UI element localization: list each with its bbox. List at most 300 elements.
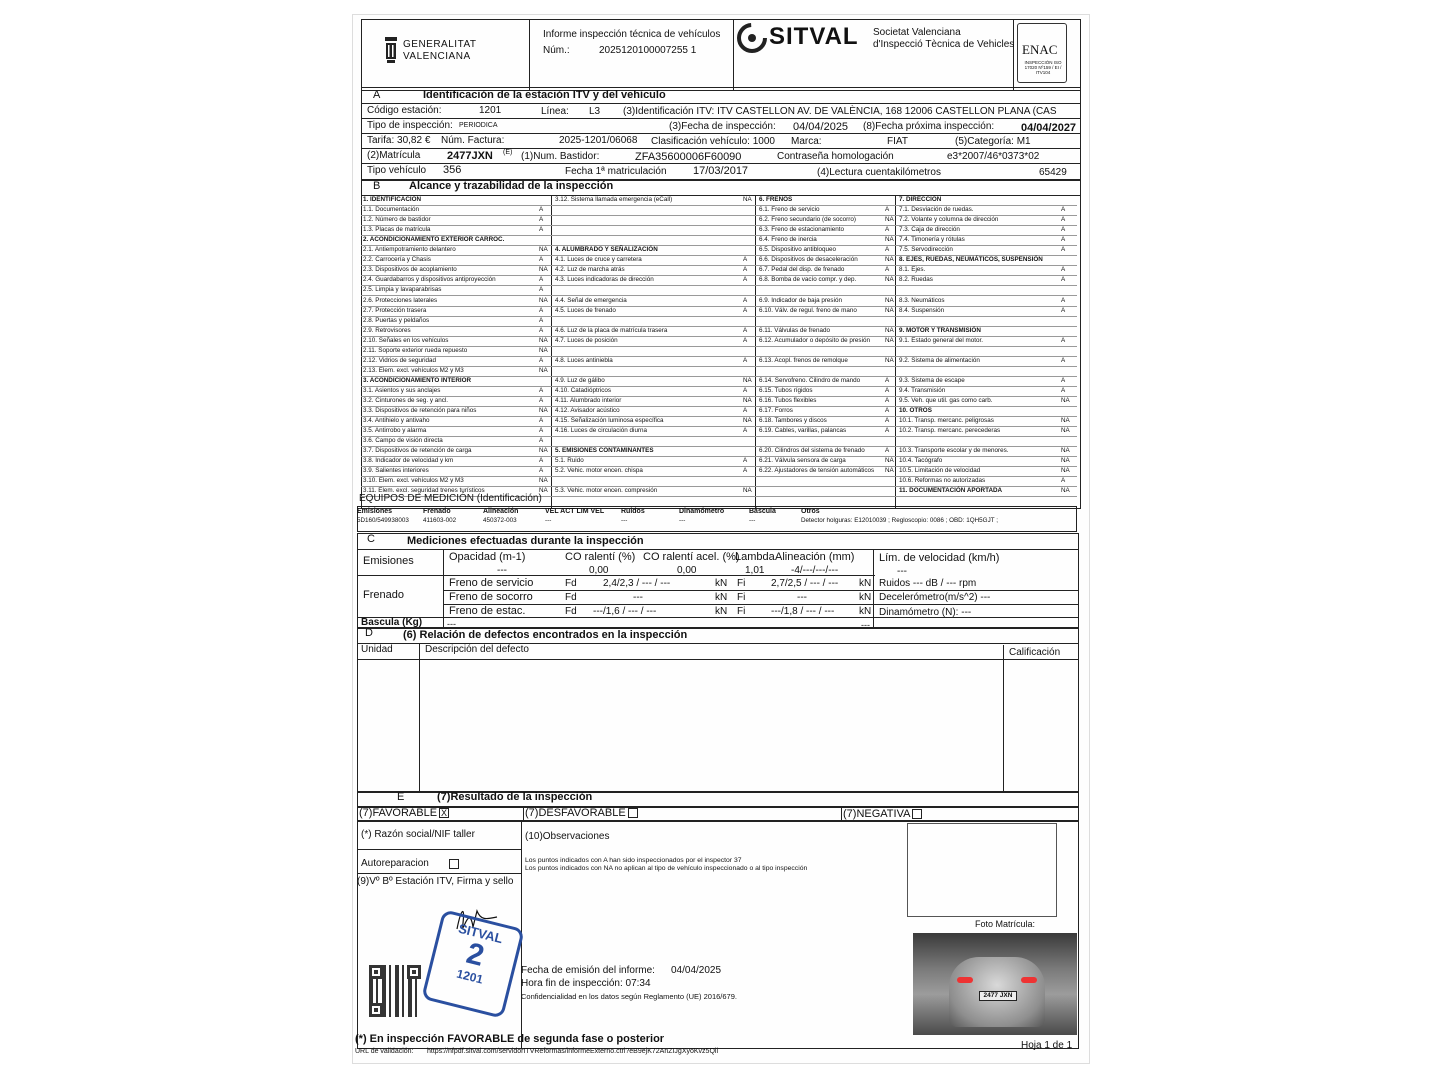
checklist-status: A <box>539 397 544 404</box>
checklist-item: 4.4. Señal de emergencia <box>555 296 627 304</box>
checklist-item: 2.5. Limpia y lavaparabrisas <box>363 286 442 294</box>
equipo-value: Detector holguras: E12010039 ; Regloscopio: 0086 ; OBD: 1QH5GJT ; <box>801 517 998 524</box>
checklist-item: 1.3. Placas de matrícula <box>363 226 431 234</box>
fest-fd: ---/1,6 / --- / --- <box>593 606 657 617</box>
checklist-item: 1. IDENTIFICACIÓN <box>363 196 422 203</box>
checklist-item: 3.1. Asientos y sus anclajes <box>363 386 441 394</box>
sitval-brand: SITVAL <box>769 23 859 50</box>
sec-d-letter: D <box>365 627 373 639</box>
co-ralenti-label: CO ralentí (%) <box>565 551 636 563</box>
checklist-status: A <box>1061 376 1066 384</box>
fsoc-fd: --- <box>633 592 643 603</box>
checklist-status: NA <box>1061 487 1070 495</box>
checklist-item: 6.1. Freno de servicio <box>759 206 820 214</box>
checklist-item: 3.3. Dispositivos de retención para niños <box>363 407 477 415</box>
ident-itv: (3)Identificación ITV: ITV CASTELLON AV. DE VALÈNCIA, 168 12006 CASTELLON PLANA (CAS <box>623 106 1057 117</box>
checklist-status: A <box>539 326 544 334</box>
checklist-status: A <box>539 216 544 224</box>
fs-fd-unit: kN <box>715 578 728 589</box>
equipo-value: --- <box>749 517 756 524</box>
checklist-item: 3.6. Campo de visión directa <box>363 437 443 445</box>
fecha-value: 04/04/2025 <box>793 121 849 133</box>
stamp-line1: SITVAL <box>456 920 505 947</box>
checklist-status: NA <box>539 266 548 274</box>
checklist-item: 6.18. Tambores y discos <box>759 417 827 425</box>
photo-plate: 2477 JXN <box>979 991 1017 1001</box>
report-title: Informe inspección técnica de vehículos <box>543 29 721 40</box>
equipo-label: Ruidos <box>621 508 645 515</box>
factura-label: Núm. Factura: <box>441 135 505 146</box>
checklist-status: NA <box>885 457 894 465</box>
limvel-value: --- <box>897 566 907 577</box>
checklist-item: 9.3. Sistema de escape <box>899 376 965 384</box>
razon-social: (*) Razón social/NIF taller <box>361 829 475 840</box>
linea-label: Línea: <box>541 106 569 117</box>
tail-light-left <box>957 977 973 983</box>
alineacion-label: Alineación (mm) <box>775 551 855 563</box>
checklist-status: A <box>539 286 544 294</box>
checklist-item: 9.4. Transmisión <box>899 386 946 394</box>
sec-e-title: (7)Resultado de la inspección <box>437 791 593 803</box>
co-acel-value: 0,00 <box>677 565 697 576</box>
sec-d-title: (6) Relación de defectos encontrados en la inspección <box>403 629 688 641</box>
co-acel-label: CO ralentí acel. (%) <box>643 551 740 563</box>
lambda-label: Lambda <box>735 551 775 563</box>
checklist-item: 4.16. Luces de circulación diurna <box>555 427 648 435</box>
checklist-item: 6.14. Servofreno. Cilindro de mando <box>759 376 861 384</box>
confidencialidad: Confidencialidad en los datos según Reglamento (UE) 2016/679. <box>521 992 737 1001</box>
checklist-status: A <box>743 467 748 475</box>
bascula-extra: --- <box>861 620 870 630</box>
checklist-status: NA <box>743 487 752 495</box>
checklist-item: 10.5. Limitación de velocidad <box>899 467 981 475</box>
checklist-status: NA <box>885 356 894 364</box>
checklist-item: 4.6. Luz de la placa de matrícula trasera <box>555 326 668 334</box>
checklist-item: 2.2. Carrocería y Chasis <box>363 256 431 264</box>
tipo-value: PERIODICA <box>459 122 498 129</box>
equipo-label: Otros <box>801 508 820 515</box>
checklist-status: A <box>885 206 890 214</box>
stamp-line2: 2 <box>463 936 488 973</box>
checklist-item: 7.1. Desviación de ruedas. <box>899 206 974 214</box>
negativa-checkbox[interactable] <box>912 809 922 819</box>
checklist-item: 6.15. Tubos rígidos <box>759 386 813 394</box>
checklist-status: A <box>1061 356 1066 364</box>
checklist-status: NA <box>885 236 894 244</box>
url-label: URL de validación: <box>355 1048 414 1055</box>
checklist-item: 2.12. Vidrios de seguridad <box>363 356 437 364</box>
result-favorable[interactable] <box>359 807 449 819</box>
fs-fd-label: Fd <box>565 578 577 589</box>
checklist-status: A <box>743 326 748 334</box>
checklist-status: NA <box>1061 397 1070 404</box>
checklist-item: 9. MOTOR Y TRANSMISIÓN <box>899 326 981 334</box>
checklist-status: NA <box>885 276 894 284</box>
checklist-item: 8.3. Neumáticos <box>899 296 945 304</box>
checklist-status: A <box>539 467 544 475</box>
checklist-item: 3.12. Sistema llamada emergencia (eCall) <box>555 196 673 203</box>
checklist-status: NA <box>743 417 752 425</box>
checklist-item: 6.19. Cables, varillas, palancas <box>759 427 847 435</box>
checklist-status: NA <box>539 487 548 495</box>
sec-a-title: Identificación de la estación ITV y del vehículo <box>423 89 666 101</box>
fmat-value: 17/03/2017 <box>693 165 749 177</box>
checklist-status: A <box>885 386 890 394</box>
checklist-status: A <box>539 417 544 425</box>
matricula-label: (2)Matrícula <box>367 150 421 161</box>
observaciones-label: (10)Observaciones <box>525 831 610 842</box>
checklist-item: 4.11. Alumbrado interior <box>555 397 622 404</box>
validation-url[interactable]: https://nfpdf.sitval.com/servidorITVReformas/informeExterno.ctrl?eB9ejK72AnZIJgXyoKvz5Qii <box>427 1048 719 1055</box>
calificacion-header: Calificación <box>1009 647 1061 658</box>
stamp-line3: 1201 <box>455 966 485 987</box>
sec-c-title: Mediciones efectuadas durante la inspección <box>407 535 644 547</box>
checklist-item: 6.11. Válvulas de frenado <box>759 326 830 334</box>
co-ralenti-value: 0,00 <box>589 565 609 576</box>
equipo-value: --- <box>621 517 628 524</box>
checklist-status: A <box>539 306 544 314</box>
checklist-item: 6.5. Dispositivo antibloqueo <box>759 246 837 254</box>
gv-line1: GENERALITAT <box>403 39 477 50</box>
equipo-label: Báscula <box>749 508 776 515</box>
checklist-item: 6. FRENOS <box>759 196 793 203</box>
fest-fd-label: Fd <box>565 606 577 617</box>
checklist-status: NA <box>885 256 894 264</box>
checklist-item: 6.20. Cilindros del sistema de frenado <box>759 447 865 455</box>
checklist-status: NA <box>1061 457 1070 465</box>
checklist-item: 7.3. Caja de dirección <box>899 226 960 234</box>
linea-value: L3 <box>589 106 601 117</box>
fecha-label: (3)Fecha de inspección: <box>669 121 776 132</box>
checklist-item: 6.2. Freno secundario (de socorro) <box>759 216 856 224</box>
checklist-item: 3.4. Antihielo y antivaho <box>363 417 430 425</box>
checklist-item: 8.1. Ejes. <box>899 266 926 274</box>
checklist-status: NA <box>743 397 752 404</box>
fs-fd: 2,4/2,3 / --- / --- <box>603 578 671 589</box>
checklist-item: 3.9. Salientes interiores <box>363 467 429 475</box>
checklist-item: 6.21. Válvula sensora de carga <box>759 457 846 465</box>
checklist-item: 2. ACONDICIONAMIENTO EXTERIOR CARROC. <box>363 236 505 244</box>
checklist-item: 4.1. Luces de cruce y carretera <box>555 256 642 264</box>
checklist-status: NA <box>743 376 752 384</box>
checklist-item: 4.5. Luces de frenado <box>555 306 616 314</box>
equipo-value: --- <box>679 517 686 524</box>
checklist-status: A <box>1061 306 1066 314</box>
checklist-status: A <box>885 397 890 404</box>
checklist-status: A <box>539 427 544 435</box>
checklist-status: A <box>539 437 544 445</box>
checklist-item: 2.11. Soporte exterior rueda repuesto <box>363 346 468 354</box>
checklist-item: 4.12. Avisador acústico <box>555 407 620 415</box>
checklist-status: A <box>539 256 544 264</box>
obs-line2: Los puntos indicados con NA no aplican al tipo de vehículo inspeccionado o al tipo inspección <box>525 865 808 872</box>
equipo-label: Frenado <box>423 508 451 515</box>
sec-b-letter: B <box>373 180 381 192</box>
bascula-label: Bascula (Kg) <box>361 617 423 628</box>
opacidad-label: Opacidad (m-1) <box>449 551 526 563</box>
sitval-sub2: d'Inspecció Tècnica de Vehicles <box>873 39 1015 50</box>
checklist-item: 3.7. Dispositivos de retención de carga <box>363 447 472 455</box>
fs-fi: 2,7/2,5 / --- / --- <box>771 578 839 589</box>
desfavorable-checkbox[interactable] <box>628 808 638 818</box>
checklist-item: 6.12. Acumulador o depósito de presión <box>759 336 870 344</box>
matricula-sup: (E) <box>503 149 513 156</box>
checklist-status: NA <box>885 296 894 304</box>
checklist-item: 4.10. Catadióptricos <box>555 386 612 394</box>
equipo-value: 5D160/549938003 <box>357 517 409 524</box>
checklist-item: 2.4. Guardabarros y dispositivos antiproyección <box>363 276 496 284</box>
enac-small: INSPECCIÓN ISO 17020 Nº159 / EI / ITV104 <box>1024 60 1062 75</box>
report-num-label: Núm.: <box>543 45 570 56</box>
desfavorable-label: (7)DESFAVORABLE <box>525 807 626 819</box>
checklist-status: NA <box>1061 427 1070 435</box>
vobo-label: (9)Vº Bº Estación ITV, Firma y sello <box>357 876 514 887</box>
checklist-status: NA <box>885 467 894 475</box>
fs-fi-unit: kN <box>859 578 872 589</box>
report-num-value: 2025120100007255 1 <box>599 45 697 56</box>
checklist-status: A <box>1061 216 1066 224</box>
checklist-item: 4.8. Luces antiniebla <box>555 356 613 364</box>
checklist-status: NA <box>539 246 548 254</box>
negativa-label: (7)NEGATIVA <box>843 808 911 820</box>
proxima-label: (8)Fecha próxima inspección: <box>863 121 995 132</box>
page-number: Hoja 1 de 1 <box>1021 1040 1073 1051</box>
checklist-status: NA <box>743 196 752 203</box>
fest-fi: ---/1,8 / --- / --- <box>771 606 835 617</box>
contrasena-label: Contraseña homologación <box>777 151 894 162</box>
checklist-item: 2.8. Puertas y peldaños <box>363 316 430 324</box>
unidad-header: Unidad <box>361 644 393 655</box>
sec-e-letter: E <box>397 791 405 803</box>
plate-photo <box>913 933 1077 1035</box>
tarifa: Tarifa: 30,82 € <box>367 135 431 146</box>
dinamometro-value: Dinamómetro (N): --- <box>879 607 972 618</box>
fsoc-fd-label: Fd <box>565 592 577 603</box>
enac-badge <box>1017 23 1067 83</box>
checklist-item: 6.3. Freno de estacionamiento <box>759 226 845 234</box>
footer-note: (*) En inspección FAVORABLE de segunda fase o posterior <box>355 1033 665 1045</box>
proxima-value: 04/04/2027 <box>1021 122 1077 134</box>
checklist-status: NA <box>885 216 894 224</box>
equipo-value: 411603-002 <box>423 517 457 524</box>
equipo-label: Emisiones <box>357 508 393 515</box>
sec-c-letter: C <box>367 533 375 545</box>
checklist-item: 2.13. Elem. excl. vehículos M2 y M3 <box>363 366 464 374</box>
limvel-label: Lím. de velocidad (km/h) <box>879 552 1000 564</box>
marca-value: FIAT <box>887 136 908 147</box>
autoreparacion-checkbox[interactable] <box>449 859 459 869</box>
categoria: (5)Categoría: M1 <box>955 136 1031 147</box>
lambda-value: 1,01 <box>745 565 765 576</box>
checklist-status: NA <box>885 326 894 334</box>
tipo-label: Tipo de inspección: <box>367 120 453 131</box>
fsoc-fi: --- <box>797 592 807 603</box>
checklist-status: A <box>1061 246 1066 254</box>
checklist-item: 3.5. Antirrobo y alarma <box>363 427 427 435</box>
checklist-status: NA <box>539 346 548 354</box>
checklist-status: A <box>885 417 890 425</box>
result-negativa[interactable] <box>843 808 922 820</box>
fsoc-fi-unit: kN <box>859 592 872 603</box>
sec-b-title: Alcance y trazabilidad de la inspección <box>409 180 614 192</box>
bastidor-value: ZFA35600006F60090 <box>635 151 742 163</box>
emision-label: Fecha de emisión del informe: <box>521 965 655 976</box>
checklist-status: A <box>1061 226 1066 234</box>
checklist-status: A <box>885 447 890 455</box>
checklist-status: NA <box>539 336 548 344</box>
checklist-item: 7.4. Timonería y rótulas <box>899 236 965 244</box>
checklist-status: A <box>1061 336 1066 344</box>
equipo-label: VEL ACT LIM VEL <box>545 508 605 515</box>
checklist-status: A <box>885 407 890 415</box>
checklist-status: A <box>539 457 544 465</box>
emision-value: 04/04/2025 <box>671 965 722 976</box>
checklist-status: A <box>743 457 748 465</box>
checklist-item: 5. EMISIONES CONTAMINANTES <box>555 447 654 455</box>
checklist-item: 4.3. Luces indicadoras de dirección <box>555 276 654 284</box>
checklist-item: 6.7. Pedal del disp. de frenado <box>759 266 845 274</box>
checklist-item: 5.2. Vehic. motor encen. chispa <box>555 467 643 475</box>
checklist-item: 3.11. Elem. excl. seguridad trenes turísticos <box>363 487 485 495</box>
checklist-item: 2.10. Señales en los vehículos <box>363 336 449 344</box>
checklist-status: A <box>743 276 748 284</box>
fsoc-label: Freno de socorro <box>449 591 533 603</box>
checklist-item: 8.2. Ruedas <box>899 276 933 284</box>
checklist-item: 6.13. Acopl. frenos de remolque <box>759 356 848 364</box>
checklist-status: A <box>1061 206 1066 214</box>
marca-label: Marca: <box>791 136 822 147</box>
tipoveh-value: 356 <box>443 164 462 176</box>
checklist-status: NA <box>539 366 548 374</box>
checklist-status: A <box>885 376 890 384</box>
checklist-status: A <box>743 356 748 364</box>
checklist-status: A <box>539 206 544 214</box>
tail-light-right <box>1021 977 1037 983</box>
factura-value: 2025-1201/06068 <box>559 135 638 146</box>
checklist-status: A <box>1061 386 1066 394</box>
equipo-label: Alineación <box>483 508 519 515</box>
checklist-item: 3.10. Elem. excl. vehículos M2 y M3 <box>363 477 464 485</box>
checklist-item: 8.4. Suspensión <box>899 306 945 314</box>
checklist-status: A <box>743 386 748 394</box>
qr-finder-bl <box>369 1003 383 1017</box>
checklist-item: 10. OTROS <box>899 407 932 415</box>
checklist-item: 4.9. Luz de gálibo <box>555 376 605 384</box>
cuenta-value: 65429 <box>1039 167 1067 178</box>
checklist-status: A <box>1061 276 1066 284</box>
checklist-item: 2.7. Protección trasera <box>363 306 427 314</box>
checklist-item: 6.10. Válv. de regul. freno de mano <box>759 306 857 314</box>
checklist-status: A <box>743 306 748 314</box>
checklist-item: 4.2. Luz de marcha atrás <box>555 266 625 274</box>
checklist-status: A <box>885 266 890 274</box>
checklist-status: A <box>539 356 544 364</box>
codigo-value: 1201 <box>479 105 502 116</box>
checklist-status: A <box>1061 236 1066 244</box>
result-desfavorable[interactable] <box>525 807 638 819</box>
fsoc-fi-label: Fi <box>737 592 746 603</box>
fsoc-fd-unit: kN <box>715 592 728 603</box>
gv-line2: VALENCIANA <box>403 51 471 62</box>
checklist-item: 8. EJES, RUEDAS, NEUMÁTICOS, SUSPENSIÓN <box>899 256 1043 264</box>
checklist-status: A <box>743 336 748 344</box>
checklist-item: 9.1. Estado general del motor. <box>899 336 984 344</box>
checklist-status: NA <box>539 296 548 304</box>
hora-fin: Hora fin de inspección: 07:34 <box>521 978 651 989</box>
checklist-item: 2.6. Protecciones laterales <box>363 296 438 304</box>
checklist-item: 7.5. Servodirección <box>899 246 953 254</box>
checklist-status: A <box>1061 266 1066 274</box>
favorable-checkbox[interactable]: X <box>441 808 448 819</box>
matricula-value: 2477JXN <box>447 150 493 162</box>
checklist-item: 10.6. Reformas no autorizadas <box>899 477 986 485</box>
fest-fd-unit: kN <box>715 606 728 617</box>
checklist-status: NA <box>1061 417 1070 425</box>
cuenta-label: (4)Lectura cuentakilómetros <box>817 167 941 178</box>
qr-finder-tl <box>369 965 383 979</box>
favorable-label: (7)FAVORABLE <box>359 807 438 819</box>
fmat-label: Fecha 1ª matriculación <box>565 166 667 177</box>
fest-label: Freno de estac. <box>449 605 526 617</box>
checklist-item: 6.6. Dispositivos de desaceleración <box>759 256 858 264</box>
checklist-item: 6.17. Forros <box>759 407 793 415</box>
checklist-item: 1.2. Número de bastidor <box>363 216 431 224</box>
equipos-title: EQUIPOS DE MEDICIÓN (Identificación) <box>359 493 542 504</box>
qr-finder-tr <box>407 965 421 979</box>
fs-label: Freno de servicio <box>449 577 534 589</box>
contrasena-value: e3*2007/46*0373*02 <box>947 151 1040 162</box>
checklist-item: 4.15. Señalización luminosa específica <box>555 417 664 425</box>
checklist-status: A <box>885 226 890 234</box>
checklist-status: A <box>539 226 544 234</box>
checklist-item: 3. ACONDICIONAMIENTO INTERIOR <box>363 376 472 384</box>
descripcion-header: Descripción del defecto <box>425 644 529 655</box>
checklist-status: NA <box>1061 467 1070 475</box>
equipo-value: --- <box>545 517 552 524</box>
ruidos-value: Ruidos --- dB / --- rpm <box>879 578 977 589</box>
checklist-item: 6.8. Bomba de vacío compr. y dep. <box>759 276 857 284</box>
checklist-item: 2.9. Retrovisores <box>363 326 411 334</box>
decelerometro-value: Decelerómetro(m/s^2) --- <box>879 592 991 603</box>
checklist-item: 10.3. Transporte escolar y de menores. <box>899 447 1009 455</box>
codigo-label: Código estación: <box>367 105 442 116</box>
car-image <box>949 957 1045 1027</box>
checklist-status: NA <box>885 306 894 314</box>
signature-box <box>907 823 1057 917</box>
fest-fi-label: Fi <box>737 606 746 617</box>
checklist-item: 11. DOCUMENTACIÓN APORTADA <box>899 487 1003 495</box>
sitval-sub1: Societat Valenciana <box>873 27 961 38</box>
inspection-report <box>352 14 1090 1064</box>
checklist-item: 10.4. Tacógrafo <box>899 457 943 465</box>
checklist-item: 6.16. Tubos flexibles <box>759 397 817 404</box>
checklist-status: A <box>539 386 544 394</box>
checklist-item: 5.3. Vehic. motor encen. compresión <box>555 487 658 495</box>
opacidad-value: --- <box>497 565 507 576</box>
checklist-item: 2.3. Dispositivos de acoplamiento <box>363 266 457 274</box>
checklist-item: 5.1. Ruido <box>555 457 584 465</box>
checklist-item: 4.7. Luces de posición <box>555 336 618 344</box>
bastidor-label: (1)Num. Bastidor: <box>521 151 600 162</box>
checklist-status: A <box>743 296 748 304</box>
tipoveh-label: Tipo vehículo <box>367 165 427 176</box>
fest-fi-unit: kN <box>859 606 872 617</box>
checklist-item: 10.1. Transp. mercanc. peligrosas <box>899 417 994 425</box>
checklist-item: 9.5. Veh. que util. gas como carb. <box>899 397 993 404</box>
checklist-item: 4. ALUMBRADO Y SEÑALIZACIÓN <box>555 246 658 254</box>
qr-code <box>369 965 421 1017</box>
checklist-status: A <box>539 316 544 324</box>
